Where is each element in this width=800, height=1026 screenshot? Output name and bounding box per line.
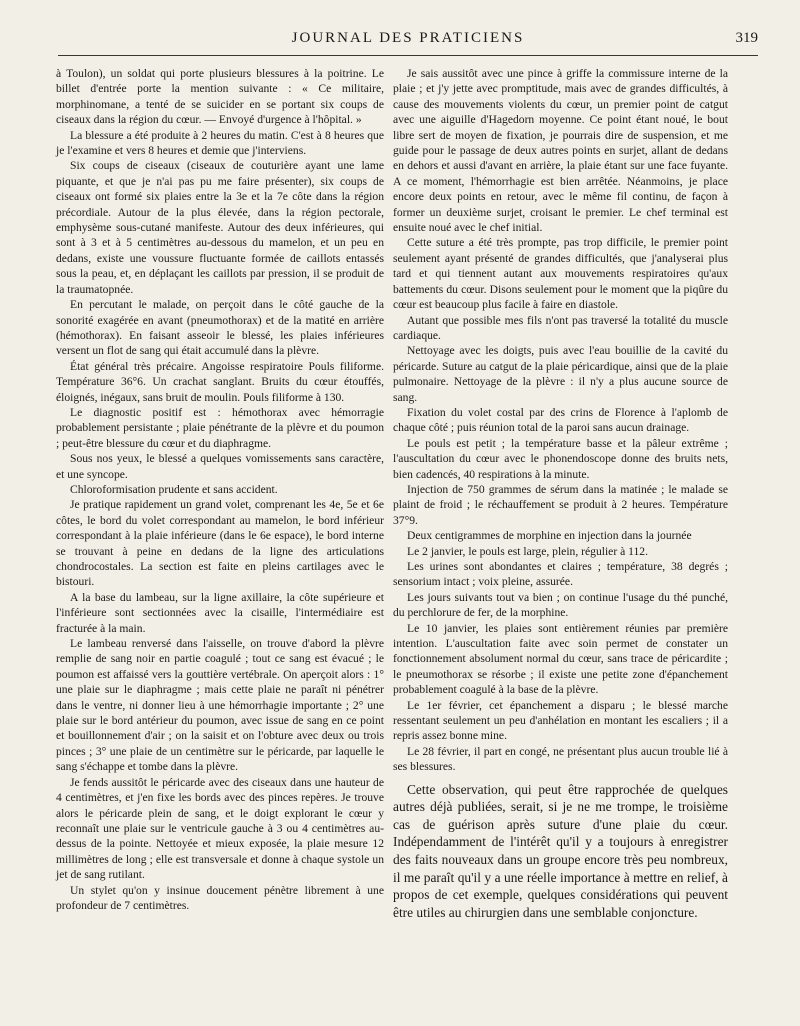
paragraph: Cette suture a été très prompte, pas trop difficile, le premier point seulement ayant présenté de grandes difficultés, que j'analyserai plus tard et qui tiennent autant aux mouvements respiratoires qu'aux battements du cœur. Disons seulement pour le moment que la piqûre du cœur est beaucoup plus facile à faire en diastole. bbox=[393, 236, 728, 312]
paragraph: Le lambeau renversé dans l'aisselle, on trouve d'abord la plèvre remplie de sang noir en partie coagulé ; tout ce sang est évacué ; le poumon est affaissé vers la gouttière vertébrale. On aperçoit alors : 1° une plaie sur le diaphragme ; mais cette plaie ne paraît ni pénétrer dans le ventre, ni donner lieu à une hémorrhagie importante ; 2° une plaie sur le bord antérieur du poumon, avec issue de sang en ce point et bouillonnement d'air ; on la saisit et on l'obture avec deux ou trois pinces ; 3° une plaie de un centimètre sur le péricarde, par laquelle le sang s'échappe et tombe dans la plèvre. bbox=[56, 637, 384, 774]
paragraph: Les jours suivants tout va bien ; on continue l'usage du thé punché, du perchlorure de fer, de la morphine. bbox=[393, 590, 728, 620]
paragraph: Le 28 février, il part en congé, ne présentant plus aucun trouble lié à ses blessures. bbox=[393, 744, 728, 774]
closing-paragraph: Cette observation, qui peut être rapprochée de quelques autres déjà publiées, serait, si je ne me trompe, le troisième cas de guérison après suture d'une plaie du cœur. Indépendamment de l'intérêt qu'il y a toujours à enregistrer des faits nouveaux dans un groupe encore très peu nombreux, il me paraît qu'il y a une réelle importance à mettre en relief, à propos de cet exemple, quelques considérations qui peuvent être utiles au chirurgien dans une semblable conjoncture. bbox=[393, 781, 728, 920]
paragraph: Autant que possible mes fils n'ont pas traversé la totalité du muscle cardiaque. bbox=[393, 313, 728, 342]
paragraph: Chloroformisation prudente et sans accident. bbox=[70, 482, 278, 496]
paragraph: Les urines sont abondantes et claires ; température, 38 degrés ; sensorium intact ; voix pleine, assurée. bbox=[393, 560, 728, 589]
paragraph: Je sais aussitôt avec une pince à griffe la commissure interne de la plaie ; et j'y jette avec promptitude, mais avec de grandes difficultés, à cause des mouvements violents du cœur, un premier point de catgut avec une aiguille d'Hagedorn moyenne. Ce point étant noué, le bout libre sert de moyen de fixation, je pourrais dire de suspension, et me guide pour le passage de deux autres points en surjet, allant de dedans en dehors et aussi d'avant en arrière, la plaie étant sur une face fuyante. A ce moment, l'hémorrhagie est bien arrêtée. Néanmoins, je place encore deux points en retour, avec le même fil continu, de façon à former un deuxième surjet, croisant le premier. Le chef terminal est ensuite noué avec le chef initial. bbox=[393, 67, 728, 235]
paragraph: Injection de 750 grammes de sérum dans la matinée ; le malade se plaint de froid ; le réchauffement se produit à 2 heures. Température 37°9. bbox=[393, 482, 728, 527]
paragraph: à Toulon), un soldat qui porte plusieurs blessures à la poitrine. Le billet d'entrée porte la mention suivante : « Ce militaire, morphinomane, a tenté de se suicider en se portant six coups de ciseaux dans la région du cœur. — Envoyé d'urgence à l'hôpital. » bbox=[56, 67, 384, 127]
paragraph: Je fends aussitôt le péricarde avec des ciseaux dans une hauteur de 4 centimètres, et j'en fixe les bords avec des pinces repères. Je trouve alors le péricarde plein de sang, et le doigt explorant le cœur y reconnaît une plaie sur le ventricule gauche à 3 ou 4 centimètres au-dessus de la pointe. Nettoyée et mieux exposée, la plaie mesure 12 millimètres de long ; elle est transversale et donne à chaque systole un jet de sang rutilant. bbox=[56, 775, 384, 882]
left-column bbox=[56, 66, 384, 913]
paragraph: Le 2 janvier, le pouls est large, plein, régulier à 112. bbox=[407, 544, 648, 558]
header-rule bbox=[58, 55, 758, 56]
paragraph: A la base du lambeau, sur la ligne axillaire, la côte supérieure et l'inférieure sont sectionnées avec la cisaille, l'intermédiaire est fracturée à la main. bbox=[56, 590, 384, 635]
paragraph: Deux centigrammes de morphine en injection dans la journée bbox=[407, 529, 692, 543]
running-title: JOURNAL DES PRATICIENS bbox=[291, 30, 525, 46]
right-column bbox=[393, 66, 728, 921]
paragraph: Sous nos yeux, le blessé a quelques vomissements sans caractère, et une syncope. bbox=[56, 452, 384, 481]
paragraph: Le 10 janvier, les plaies sont entièrement réunies par première intention. L'auscultation faite avec soin permet de constater un fonctionnement absolument normal du cœur, sans trace de péricardite ; le pneumothorax se résorbe ; il existe une petite zone d'épanchement probablement coagulé à la base de la plèvre. bbox=[393, 621, 728, 697]
paragraph: Six coups de ciseaux (ciseaux de couturière ayant une lame piquante, et que je n'ai pas pu me faire présenter), six coups de ciseaux ont formé six plaies entre la 3e et la 7e côte dans la région précordiale. Autour de la plus élevée, dans la région pectorale, emphysème sous-cutané manifeste. Autour des deux inférieures, qui sont à 3 et à 5 centimètres au-dessous du mamelon, et un peu en dedans, existe une voussure fluctuante formée de caillots entassés sous la peau, et, en déplaçant les caillots par pression, il se produit de la traumatopnée. bbox=[56, 159, 384, 296]
paragraph: Le 1er février, cet épanchement a disparu ; le blessé marche ressentant seulement un peu d'anhélation en montant les escaliers ; il a repris assez bonne mine. bbox=[393, 698, 728, 743]
paragraph: État général très précaire. Angoisse respiratoire Pouls filiforme. Température 36°6. Un crachat sanglant. Bruits du cœur étouffés, éloignés, inégaux, sans bruit de moulin. Pouls filiforme à 130. bbox=[56, 359, 384, 404]
paragraph: Nettoyage avec les doigts, puis avec l'eau bouillie de la cavité du péricarde. Suture au catgut de la plaie péricardique, ainsi que de la plaie pulmonaire. Nettoyage de la plèvre : il n'y a plus aucune source de sang. bbox=[393, 344, 728, 404]
page-header bbox=[58, 30, 758, 52]
paragraph: Le pouls est petit ; la température basse et la pâleur extrême ; l'auscultation du cœur avec le phonendoscope donne des bruits nets, bien cadencés, 40 respirations à la minute. bbox=[393, 436, 728, 481]
paragraph: Fixation du volet costal par des crins de Florence à l'aplomb de chaque côté ; puis réunion total de la paroi sans aucun drainage. bbox=[393, 405, 728, 435]
paragraph: Je pratique rapidement un grand volet, comprenant les 4e, 5e et 6e côtes, le bord du volet correspondant au mamelon, le bord inférieur correspondant à la plaie inférieure (dans le 6e espace), le bord interne se trouvant à peine en dedans de la ligne des articulations chondrocostales. La section est faite en pleins cartilages avec le bistouri. bbox=[56, 498, 384, 589]
paragraph: Le diagnostic positif est : hémothorax avec hémorragie probablement persistante ; plaie pénétrante de la plèvre et du poumon ; peut-être blessure du cœur et du diaphragme. bbox=[56, 405, 384, 450]
paragraph: La blessure a été produite à 2 heures du matin. C'est à 8 heures que je l'examine et vers 8 heures et demie que j'interviens. bbox=[56, 128, 384, 158]
paragraph: Un stylet qu'on y insinue doucement pénètre librement à une profondeur de 7 centimètres. bbox=[56, 883, 384, 912]
page-number: 319 bbox=[735, 30, 758, 46]
paragraph: En percutant le malade, on perçoit dans le côté gauche de la sonorité exagérée en avant (pneumothorax) et de la matité en arrière (hémothorax). En faisant asseoir le blessé, les plaies inférieures versent un flot de sang qui était accumulé dans la plèvre. bbox=[56, 298, 384, 358]
